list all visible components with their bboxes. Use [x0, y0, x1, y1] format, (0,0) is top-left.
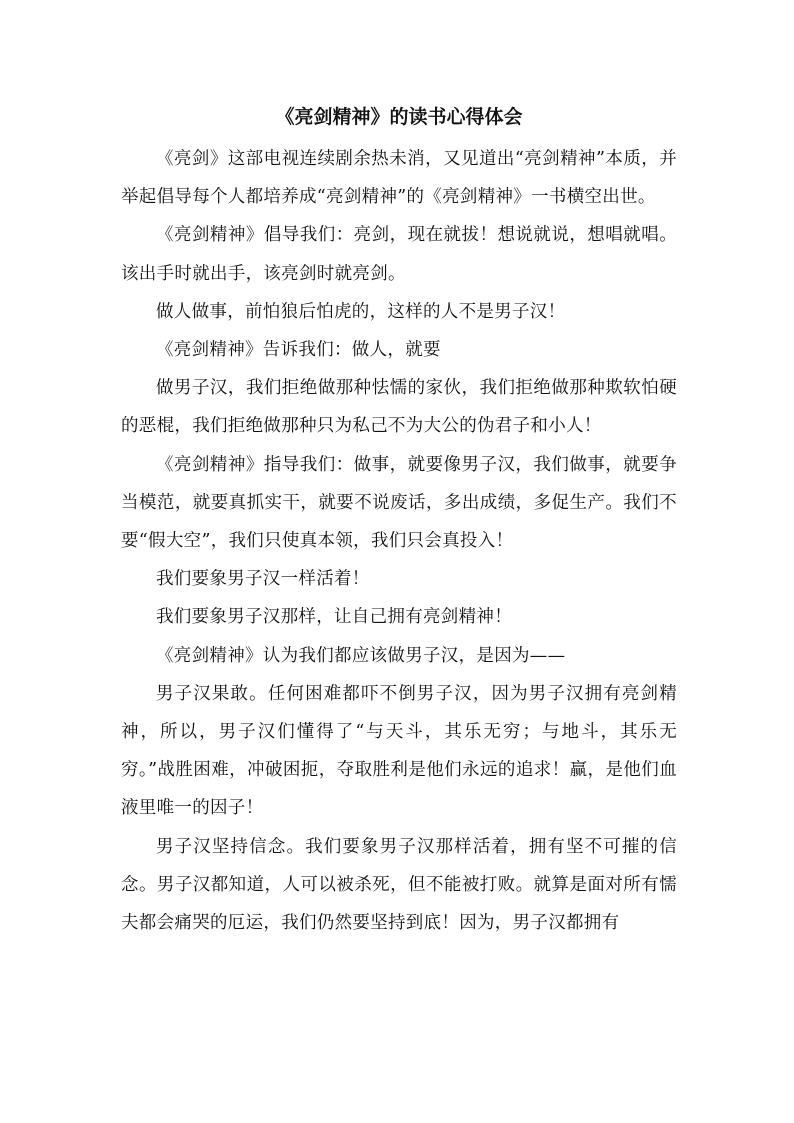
paragraph: 我们要象男子汉一样活着！	[156, 569, 370, 590]
paragraph: 《亮剑精神》倡导我们：亮剑，现在就拔！想说就说，想唱就唱。该出手时就出手，该亮剑时就亮剑。	[121, 225, 677, 284]
paragraph: 做男子汉，我们拒绝做那种怯懦的家伙，我们拒绝做那种欺软怕硬的恶棍，我们拒绝做那种只为私己不为大公的伪君子和小人！	[121, 378, 677, 437]
paragraph: 《亮剑》这部电视连续剧余热未消，又见道出“亮剑精神”本质，并举起倡导每个人都培养成“亮剑精神”的《亮剑精神》一书横空出世。	[121, 149, 677, 208]
paragraph: 我们要象男子汉那样，让自己拥有亮剑精神！	[156, 607, 512, 628]
paragraph: 男子汉坚持信念。我们要象男子汉那样活着，拥有坚不可摧的信念。男子汉都知道，人可以被杀死，但不能被打败。就算是面对所有懦夫都会痛哭的厄运，我们仍然要坚持到底！因为，男子汉都拥有	[121, 836, 677, 934]
document-title: 《亮剑精神》的读书心得体会	[275, 106, 523, 128]
paragraph: 《亮剑精神》告诉我们：做人，就要	[156, 340, 441, 361]
paragraph: 《亮剑精神》指导我们：做事，就要像男子汉，我们做事，就要争当模范，就要真抓实干，就要不说废话，多出成绩，多促生产。我们不要“假大空”，我们只使真本领，我们只会真投入！	[121, 454, 677, 552]
paragraph: 《亮剑精神》认为我们都应该做男子汉，是因为——	[156, 645, 566, 666]
document-body	[121, 100, 677, 942]
paragraph: 做人做事，前怕狼后怕虎的，这样的人不是男子汉！	[156, 301, 566, 322]
paragraph: 男子汉果敢。任何困难都吓不倒男子汉，因为男子汉拥有亮剑精神，所以，男子汉们懂得了“与天斗，其乐无穷；与地斗，其乐无穷。”战胜困难，冲破困扼，夺取胜利是他们永远的追求！赢，是他们血液里唯一的因子！	[121, 683, 677, 819]
